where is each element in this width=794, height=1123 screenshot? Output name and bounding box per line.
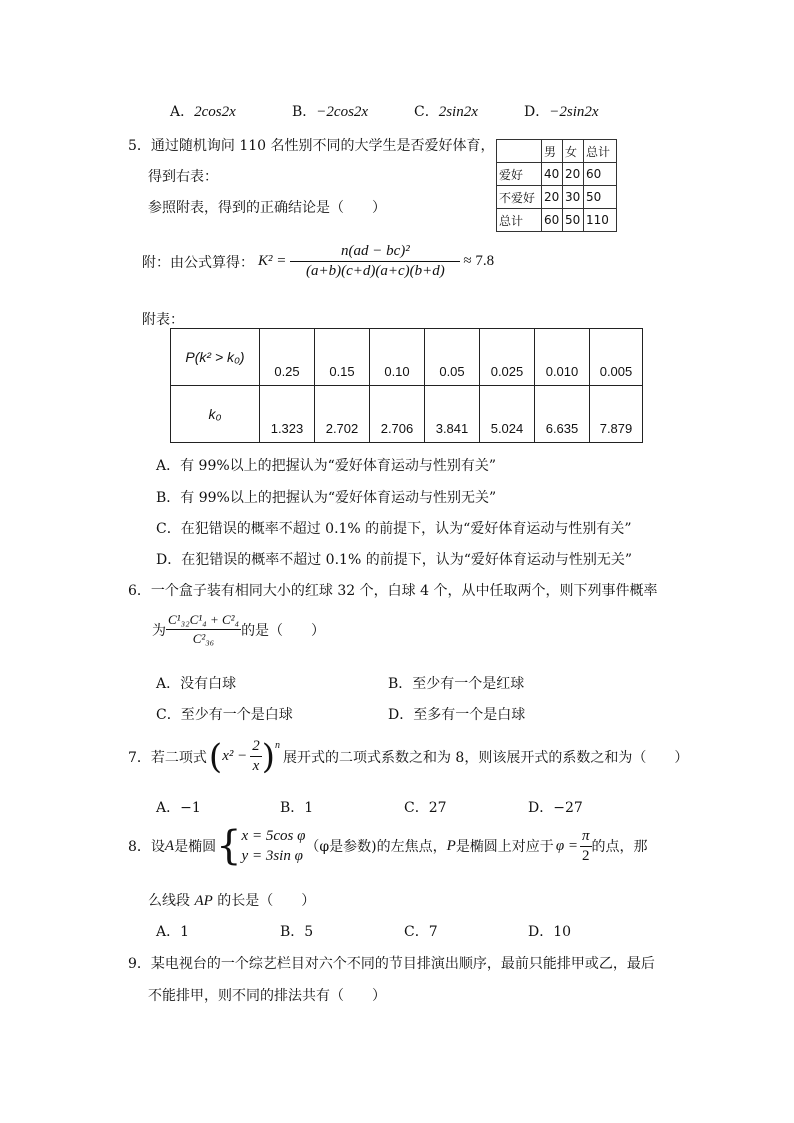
binomial-fraction: [250, 738, 262, 775]
q7-option-a: A．−1: [156, 800, 201, 816]
table-cell: 总计: [584, 140, 617, 163]
formula-prefix: 附：由公式算得：: [142, 254, 254, 271]
option-label: D．: [524, 104, 550, 120]
option-label: A．: [170, 104, 195, 120]
table-cell: 爱好: [497, 163, 542, 186]
question-text: 通过随机询问 110 名性别不同的大学生是否爱好体育，: [150, 138, 495, 154]
parametric-equation: x = 5cos φ: [241, 828, 306, 844]
table-cell: 60: [542, 209, 563, 232]
table-row-label: k₀: [171, 386, 260, 443]
question-text: 的是（ ）: [241, 622, 326, 639]
q6-line1: [128, 580, 657, 600]
table-cell: 男: [542, 140, 563, 163]
question-text: 么线段: [148, 893, 190, 909]
fraction-denominator: 2: [581, 847, 590, 864]
table-cell: 5.024: [480, 386, 535, 443]
q6-option-a: A．没有白球: [156, 676, 237, 692]
table-row-k0: [171, 386, 643, 443]
fraction-numerator: 2: [250, 738, 262, 757]
question-text: 的长是（ ）: [217, 893, 316, 909]
q6-line2: [152, 612, 325, 647]
fraction-numerator: C¹₃₂C¹₄ + C²₄: [166, 612, 241, 630]
option-expr: −2cos2x: [316, 104, 369, 120]
formula-numerator: n(ad − bc)²: [290, 243, 460, 262]
parametric-system: [242, 826, 306, 866]
formula-fraction: [290, 243, 460, 280]
q7-option-d: D．−27: [528, 800, 583, 816]
math-symbol: φ =: [555, 837, 578, 854]
q8-line2: [148, 890, 315, 910]
q8-option-c: C．7: [404, 924, 438, 940]
parametric-equation: y = 3sin φ: [241, 848, 303, 864]
table-cell: 60: [584, 163, 617, 186]
table-cell: 50: [584, 186, 617, 209]
option-expr: 2cos2x: [194, 104, 236, 120]
q4-option-c: [414, 101, 478, 121]
binomial-expression: x² −: [222, 748, 248, 764]
table-cell: 0.25: [260, 329, 315, 386]
open-paren-icon: (: [208, 736, 223, 777]
table-cell: 20: [563, 163, 584, 186]
table-cell: 0.15: [315, 329, 370, 386]
formula-denominator: (a+b)(c+d)(a+c)(b+d): [305, 263, 445, 279]
q5-contingency-table: [496, 139, 617, 232]
math-symbol: AP: [194, 893, 213, 909]
table-row: [497, 209, 617, 232]
table-row-probability: [171, 329, 643, 386]
table-cell: 不爱好: [497, 186, 542, 209]
question-text: 展开式的二项式系数之和为 8，则该展开式的系数之和为（ ）: [282, 749, 689, 766]
q8-line1: [128, 823, 648, 869]
table-cell: 50: [563, 209, 584, 232]
appendix-label: 附表：: [142, 312, 184, 328]
q9-line1: 9．某电视台的一个综艺栏目对六个不同的节目排演出顺序，最前只能排甲或乙，最后: [128, 956, 655, 972]
option-expr: −2sin2x: [549, 104, 599, 120]
brace-icon: {: [216, 823, 242, 869]
table-cell: 7.879: [590, 386, 643, 443]
q6-option-d: D．至多有一个是白球: [388, 707, 526, 723]
option-expr: 2sin2x: [438, 104, 478, 120]
question-number: 6．: [128, 583, 151, 599]
question-text: （φ是参数)的左焦点，: [305, 839, 447, 855]
pi-over-2-fraction: [580, 828, 592, 865]
option-label: C．: [414, 104, 439, 120]
table-cell: 女: [563, 140, 584, 163]
table-cell: 40: [542, 163, 563, 186]
table-cell: 2.702: [315, 386, 370, 443]
q6-option-c: C．至少有一个是白球: [156, 707, 293, 723]
q4-option-a: [170, 101, 236, 121]
fraction-denominator: x: [252, 758, 260, 774]
question-number: 5．: [128, 138, 151, 154]
table-cell: [497, 140, 542, 163]
q4-option-b: [292, 101, 368, 121]
table-row: [497, 163, 617, 186]
q4-options: [170, 101, 650, 123]
q9-line2: 不能排甲，则不同的排法共有（ ）: [148, 988, 386, 1004]
table-cell: 30: [563, 186, 584, 209]
question-text: 8．设: [128, 839, 165, 855]
q5-option-a: A．有 99%以上的把握认为“爱好体育运动与性别有关”: [156, 458, 496, 474]
probability-fraction: [166, 612, 241, 647]
table-row: [497, 186, 617, 209]
table-cell: 0.005: [590, 329, 643, 386]
critical-value-table: [170, 328, 643, 443]
q8-option-a: A．1: [156, 924, 190, 940]
table-cell: 110: [584, 209, 617, 232]
question-text: 是椭圆: [174, 839, 217, 855]
q5-line2: 得到右表：: [148, 169, 218, 185]
q7-option-b: B．1: [280, 800, 314, 816]
q6-option-b: B．至少有一个是红球: [388, 676, 525, 692]
option-label: B．: [292, 104, 317, 120]
q4-option-d: [524, 101, 599, 121]
q5-line3: 参照附表，得到的正确结论是（ ）: [148, 200, 386, 216]
math-symbol: A: [164, 837, 175, 854]
fraction-denominator: C²₃₆: [192, 631, 215, 646]
formula-result: ≈ 7.8: [463, 253, 495, 269]
q5-option-c: C．在犯错误的概率不超过 0.1% 的前提下，认为“爱好体育运动与性别有关”: [156, 521, 632, 537]
q7-option-c: C．27: [404, 800, 447, 816]
table-cell: 0.010: [535, 329, 590, 386]
question-text: 一个盒子装有相同大小的红球 32 个，白球 4 个，从中任取两个，则下列事件概率: [150, 583, 658, 599]
table-cell: 0.10: [370, 329, 425, 386]
table-cell: 2.706: [370, 386, 425, 443]
q8-option-d: D．10: [528, 924, 572, 940]
q8-option-b: B．5: [280, 924, 314, 940]
table-cell: 0.025: [480, 329, 535, 386]
table-row-label: P(k² > k₀): [171, 329, 260, 386]
q5-line1: [128, 135, 495, 155]
table-cell: 总计: [497, 209, 542, 232]
math-symbol: P: [446, 837, 456, 854]
question-text: 7．若二项式: [128, 749, 207, 766]
k-squared-formula: [142, 243, 494, 280]
table-cell: 20: [542, 186, 563, 209]
fraction-numerator: π: [580, 828, 592, 847]
binomial-exponent: n: [274, 740, 280, 751]
table-cell: 0.05: [425, 329, 480, 386]
table-cell: 3.841: [425, 386, 480, 443]
table-header-row: [497, 140, 617, 163]
q7-line: [128, 738, 688, 775]
q5-option-b: B．有 99%以上的把握认为“爱好体育运动与性别无关”: [156, 490, 497, 506]
table-cell: 1.323: [260, 386, 315, 443]
question-text: 为: [152, 622, 166, 639]
table-cell: 6.635: [535, 386, 590, 443]
question-text: 的点，那: [591, 839, 648, 855]
close-paren-icon: ): [261, 736, 275, 777]
q5-option-d: D．在犯错误的概率不超过 0.1% 的前提下，认为“爱好体育运动与性别无关”: [156, 552, 633, 568]
question-text: 是椭圆上对应于: [455, 839, 554, 855]
formula-lhs: K² =: [258, 253, 287, 269]
